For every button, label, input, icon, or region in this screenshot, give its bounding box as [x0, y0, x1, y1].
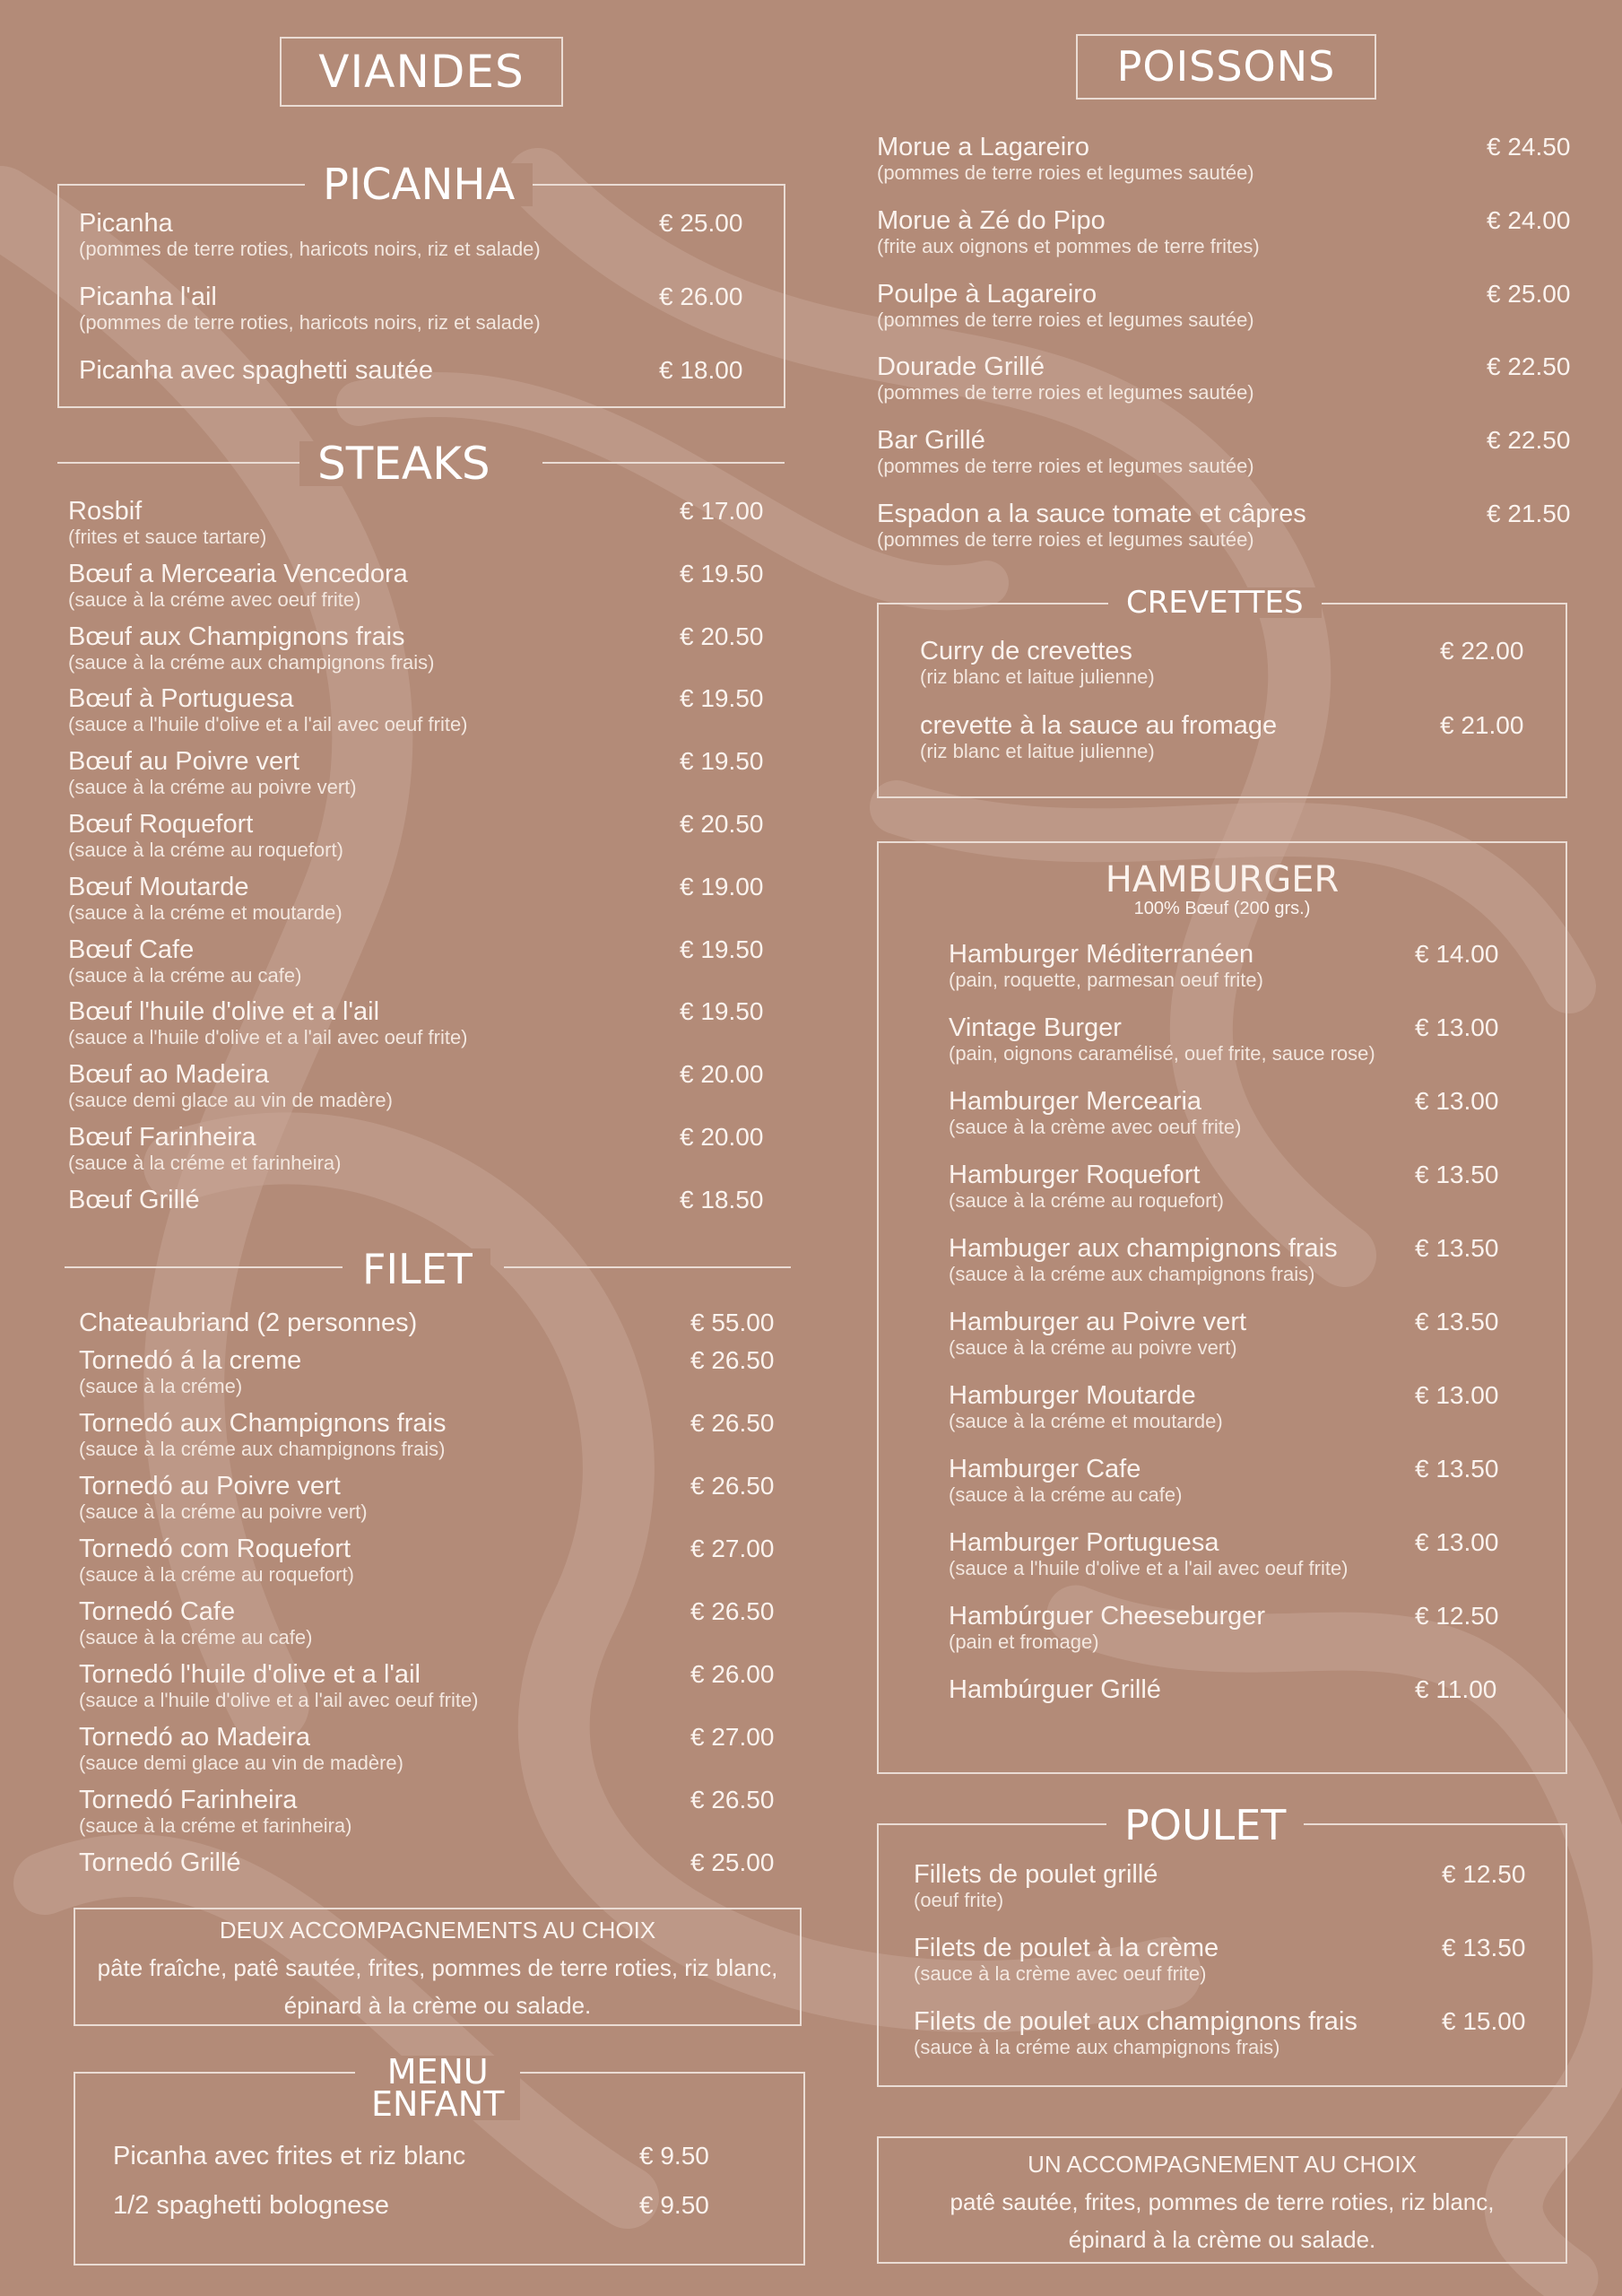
menu-item-name: Hambúrguer Cheeseburger — [949, 1602, 1266, 1631]
deux-accompagnements-box — [74, 1908, 802, 2026]
menu-item-price: € 18.00 — [659, 356, 743, 384]
menu-item-description: (pommes de terre roies et legumes sautée) — [877, 308, 1254, 331]
menu-item-name: Dourade Grillé — [877, 352, 1045, 382]
menu-item-name: Tornedó l'huile d'olive et a l'ail — [79, 1660, 421, 1689]
menu-item-description: (sauce à la créme au cafe) — [79, 1626, 313, 1648]
menu-item-description: (pommes de terre roies et legumes sautée) — [877, 381, 1254, 404]
viandes-title: VIANDES — [280, 37, 563, 107]
filet-rule-right — [504, 1266, 791, 1268]
menu-item — [79, 1660, 479, 1711]
menu-item-name: Bœuf à Portuguesa — [68, 684, 294, 714]
menu-item-price: € 13.00 — [1415, 1528, 1499, 1556]
menu-item-description: (oeuf frite) — [914, 1889, 1004, 1911]
menu-item-price: € 21.50 — [1487, 500, 1571, 527]
menu-item-description: (pommes de terre roties, haricots noirs, riz et salade) — [79, 238, 541, 260]
accompagnements-title: DEUX ACCOMPAGNEMENTS AU CHOIX — [219, 1917, 656, 1944]
menu-item-description: (sauce à la créme aux champignons frais) — [68, 650, 435, 674]
menu-item-name: Tornedó Cafe — [79, 1597, 236, 1626]
accompagnement-line: patê sautée, frites, pommes de terre roties, riz blanc, — [950, 2188, 1495, 2215]
menu-item — [877, 280, 1254, 331]
menu-item-price: € 18.50 — [680, 1185, 764, 1213]
accompagnements-line: pâte fraîche, patê sautée, frites, pommes de terre roties, riz blanc, — [97, 1954, 778, 1981]
menu-item-price: € 13.50 — [1415, 1455, 1499, 1483]
menu-item-name: Bar Grillé — [877, 426, 985, 456]
menu-enfant-heading — [355, 2052, 520, 2124]
menu-item-description: (sauce a l'huile d'olive et a l'ail avec oeuf frite) — [949, 1557, 1349, 1579]
menu-item — [914, 1934, 1219, 1985]
menu-item-price: € 20.00 — [680, 1123, 764, 1151]
menu-item-description: (sauce à la créme au cafe) — [68, 963, 302, 987]
accompagnements-line: épinard à la crème ou salade. — [283, 1992, 592, 2019]
menu-item-name: Hamburger Portuguesa — [949, 1528, 1219, 1557]
menu-item-name: Hamburger Roquefort — [949, 1161, 1201, 1189]
menu-item — [68, 1123, 341, 1174]
menu-item — [113, 2142, 465, 2170]
steaks-rule-left — [57, 462, 299, 464]
menu-item-price: € 26.50 — [690, 1346, 775, 1374]
menu-item-description: (sauce à la créme aux champignons frais) — [914, 2036, 1280, 2058]
menu-item — [79, 1597, 312, 1648]
menu-item-description: (pommes de terre roies et legumes sautée) — [877, 528, 1254, 551]
menu-item-name: Hamburger Méditerranéen — [949, 940, 1254, 969]
menu-item-price: € 19.50 — [680, 997, 764, 1026]
hamburger-heading: HAMBURGER — [1105, 859, 1340, 900]
menu-item — [949, 1675, 1161, 1704]
menu-item-description: (sauce à la créme et farinheira) — [79, 1814, 352, 1837]
menu-item-name: Bœuf Moutarde — [68, 872, 249, 901]
crevettes-section — [877, 603, 1567, 798]
menu-item — [79, 1723, 403, 1774]
menu-item-name: Picanha l'ail — [79, 283, 217, 311]
menu-item-price: € 12.50 — [1415, 1602, 1499, 1630]
menu-item-description: (sauce à la créme avec oeuf frite) — [68, 587, 361, 611]
menu-item-price: € 25.00 — [690, 1848, 775, 1876]
menu-item-price: € 26.50 — [690, 1472, 775, 1500]
menu-item — [949, 1602, 1265, 1653]
menu-item — [920, 637, 1155, 688]
menu-item-description: (sauce à la créme au poivre vert) — [949, 1336, 1237, 1359]
crevettes-heading: CREVETTES — [1108, 587, 1322, 618]
hamburger-subheading: 100% Bœuf (200 grs.) — [1133, 899, 1311, 918]
menu-item — [949, 1087, 1241, 1138]
menu-item-name: Bœuf Cafe — [68, 935, 195, 964]
menu-item-description: (sauce à la crème avec oeuf frite) — [949, 1116, 1242, 1138]
menu-item-price: € 26.50 — [690, 1597, 775, 1625]
menu-item-name: Bœuf Grillé — [68, 1185, 200, 1214]
menu-item-price: € 19.00 — [680, 872, 764, 900]
menu-item-price: € 13.00 — [1415, 1381, 1499, 1409]
menu-item-price: € 13.00 — [1415, 1013, 1499, 1041]
menu-item-price: € 25.00 — [659, 209, 743, 237]
menu-item-description: (riz blanc et laitue julienne) — [920, 740, 1155, 762]
menu-item-name: Bœuf Farinheira — [68, 1123, 256, 1152]
menu-item-price: € 25.00 — [1487, 279, 1571, 308]
menu-item — [79, 283, 541, 334]
menu-item-name: Hamburger Mercearia — [949, 1087, 1202, 1116]
menu-item — [949, 1308, 1246, 1359]
menu-item — [68, 560, 408, 611]
menu-item-price: € 19.50 — [680, 747, 764, 776]
menu-item — [949, 1161, 1224, 1212]
menu-item-name: Curry de crevettes — [920, 637, 1132, 665]
menu-item-description: (sauce à la créme aux champignons frais) — [949, 1263, 1315, 1285]
menu-item-price: € 14.00 — [1415, 940, 1499, 968]
menu-item-description: (pain et fromage) — [949, 1631, 1099, 1653]
menu-item-price: € 12.50 — [1442, 1860, 1526, 1888]
picanha-heading: PICANHA — [305, 163, 533, 206]
menu-item-price: € 13.00 — [1415, 1087, 1499, 1115]
menu-item-price: € 17.00 — [680, 497, 764, 525]
menu-item-description: (sauce à la crème avec oeuf frite) — [914, 1962, 1207, 1985]
menu-item — [68, 935, 301, 987]
menu-item — [79, 1786, 351, 1837]
menu-item-name: Tornedó á la creme — [79, 1346, 302, 1375]
menu-item-name: Poulpe à Lagareiro — [877, 279, 1097, 309]
menu-item-description: (sauce a l'huile d'olive et a l'ail avec oeuf frite) — [68, 1026, 468, 1049]
menu-item-description: (sauce à la créme et moutarde) — [949, 1410, 1223, 1432]
menu-item-name: crevette à la sauce au fromage — [920, 711, 1278, 740]
menu-item-name: Bœuf Roquefort — [68, 810, 254, 839]
menu-item-description: (sauce demi glace au vin de madère) — [79, 1752, 403, 1774]
menu-item-price: € 20.50 — [680, 810, 764, 838]
menu-item-description: (sauce à la créme et moutarde) — [68, 900, 343, 924]
accompagnement-line: épinard à la crème ou salade. — [1068, 2226, 1376, 2253]
menu-item-name: Vintage Burger — [949, 1013, 1122, 1042]
menu-item — [79, 1848, 241, 1877]
menu-item — [68, 497, 266, 548]
menu-item-description: (pain, roquette, parmesan oeuf frite) — [949, 969, 1263, 991]
menu-item-price: € 19.50 — [680, 559, 764, 587]
menu-item — [877, 206, 1260, 257]
menu-item-price: € 27.00 — [690, 1535, 775, 1562]
menu-item-price: € 26.50 — [690, 1786, 775, 1813]
menu-item — [949, 940, 1263, 991]
menu-item — [920, 711, 1277, 762]
menu-item-price: € 22.00 — [1440, 637, 1524, 665]
menu-item-name: Bœuf ao Madeira — [68, 1060, 270, 1090]
filet-heading: FILET — [344, 1248, 490, 1290]
menu-item-name: Rosbif — [68, 497, 143, 526]
menu-item — [877, 500, 1306, 551]
menu-item-price: € 15.00 — [1442, 2007, 1526, 2035]
menu-item-description: (sauce à la créme et farinheira) — [68, 1152, 342, 1174]
menu-item — [914, 2007, 1357, 2058]
menu-item-description: (sauce demi glace au vin de madère) — [68, 1089, 393, 1112]
menu-item-price: € 26.00 — [659, 283, 743, 310]
menu-item — [949, 1455, 1182, 1506]
menu-item-name: Bœuf a Mercearia Vencedora — [68, 559, 408, 588]
menu-item-name: Hambuger aux champignons frais — [949, 1234, 1338, 1263]
menu-item-description: (sauce à la créme au roquefort) — [68, 839, 343, 861]
menu-item — [68, 1186, 200, 1214]
accompagnement-title: UN ACCOMPAGNEMENT AU CHOIX — [1028, 2151, 1417, 2178]
menu-item — [68, 997, 468, 1048]
menu-item-description: (sauce à la créme au roquefort) — [79, 1563, 354, 1586]
menu-item-name: Tornedó au Poivre vert — [79, 1472, 341, 1500]
menu-item — [113, 2191, 389, 2220]
menu-item — [949, 1234, 1338, 1285]
menu-item-price: € 55.00 — [690, 1309, 775, 1336]
menu-item-name: Tornedó Grillé — [79, 1848, 241, 1877]
menu-item — [949, 1528, 1349, 1579]
menu-item-name: Tornedó ao Madeira — [79, 1723, 310, 1752]
menu-item — [68, 873, 343, 924]
menu-item-name: Espadon a la sauce tomate et câpres — [877, 500, 1306, 528]
menu-item-description: (riz blanc et laitue julienne) — [920, 665, 1155, 688]
menu-item-description: (sauce a l'huile d'olive et a l'ail avec oeuf frite) — [68, 713, 468, 736]
menu-item-name: Picanha avec spaghetti sautée — [79, 356, 433, 385]
menu-item-price: € 9.50 — [639, 2191, 709, 2219]
menu-item — [877, 426, 1254, 477]
menu-item-name: Picanha avec frites et riz blanc — [113, 2142, 466, 2170]
menu-item — [79, 1472, 368, 1523]
menu-item-name: Tornedó aux Champignons frais — [79, 1409, 447, 1438]
menu-item — [68, 810, 343, 861]
menu-item-description: (pommes de terre roies et legumes sautée) — [877, 161, 1254, 184]
steaks-rule-right — [542, 462, 785, 464]
menu-item-price: € 26.50 — [690, 1409, 775, 1437]
menu-item-name: Hambúrguer Grillé — [949, 1675, 1161, 1704]
menu-item-name: Filets de poulet aux champignons frais — [914, 2007, 1357, 2036]
menu-item — [79, 1535, 354, 1586]
menu-item-price: € 24.50 — [1487, 133, 1571, 161]
menu-item-price: € 19.50 — [680, 684, 764, 713]
menu-item-price: € 24.00 — [1487, 205, 1571, 234]
menu-item — [79, 1309, 417, 1337]
filet-rule-left — [65, 1266, 343, 1268]
menu-item-name: Hamburger Moutarde — [949, 1381, 1196, 1410]
menu-item-price: € 27.00 — [690, 1723, 775, 1751]
un-accompagnement-box — [877, 2136, 1567, 2264]
menu-item-price: € 13.50 — [1415, 1161, 1499, 1188]
menu-item-description: (pommes de terre roties, haricots noirs, riz et salade) — [79, 311, 541, 334]
menu-item — [79, 209, 541, 260]
menu-item-description: (sauce à la créme) — [79, 1375, 243, 1397]
menu-item-price: € 13.50 — [1415, 1308, 1499, 1335]
menu-item-name: Fillets de poulet grillé — [914, 1860, 1158, 1889]
menu-item-description: (frite aux oignons et pommes de terre frites) — [877, 234, 1260, 257]
menu-item-description: (sauce à la créme au cafe) — [949, 1483, 1183, 1506]
menu-item-name: Chateaubriand (2 personnes) — [79, 1309, 418, 1337]
menu-item — [949, 1381, 1223, 1432]
menu-item-name: Bœuf aux Champignons frais — [68, 622, 405, 651]
menu-item-price: € 13.50 — [1442, 1934, 1526, 1961]
menu-item-price: € 20.50 — [680, 622, 764, 650]
menu-item-name: Picanha — [79, 209, 173, 238]
menu-item — [68, 747, 357, 798]
menu-item-name: 1/2 spaghetti bolognese — [113, 2191, 389, 2220]
menu-item — [79, 356, 433, 385]
menu-item-price: € 19.50 — [680, 935, 764, 963]
menu-item — [68, 1060, 393, 1111]
menu-item-description: (sauce a l'huile d'olive et a l'ail avec oeuf frite) — [79, 1689, 479, 1711]
menu-item-price: € 22.50 — [1487, 352, 1571, 381]
poissons-title: POISSONS — [1076, 34, 1376, 100]
menu-item-name: Morue à Zé do Pipo — [877, 205, 1106, 235]
steaks-heading: STEAKS — [299, 441, 508, 486]
menu-item-name: Bœuf l'huile d'olive et a l'ail — [68, 997, 380, 1027]
menu-item — [68, 684, 468, 735]
menu-item — [68, 622, 434, 674]
menu-item-price: € 11.00 — [1415, 1675, 1497, 1703]
menu-item-name: Hamburger Cafe — [949, 1455, 1141, 1483]
menu-item-description: (sauce à la créme au poivre vert) — [79, 1500, 368, 1523]
menu-item — [949, 1013, 1375, 1065]
menu-item-description: (sauce à la créme au roquefort) — [949, 1189, 1224, 1212]
menu-item-name: Tornedó com Roquefort — [79, 1535, 351, 1563]
menu-enfant-heading-line2: ENFANT — [371, 2084, 505, 2124]
menu-item-description: (pommes de terre roies et legumes sautée) — [877, 455, 1254, 478]
menu-item-description: (sauce à la créme aux champignons frais) — [79, 1438, 446, 1460]
poulet-heading: POULET — [1106, 1805, 1304, 1846]
menu-item-name: Hamburger au Poivre vert — [949, 1308, 1247, 1336]
menu-enfant-heading-line1: MENU — [386, 2052, 489, 2092]
menu-item-price: € 20.00 — [680, 1060, 764, 1089]
menu-item — [79, 1409, 446, 1460]
menu-item-price: € 13.50 — [1415, 1234, 1499, 1262]
menu-item-description: (sauce à la créme au poivre vert) — [68, 776, 357, 799]
menu-item-description: (frites et sauce tartare) — [68, 526, 267, 548]
menu-item-name: Bœuf au Poivre vert — [68, 747, 299, 777]
menu-item — [79, 1346, 301, 1397]
menu-item-price: € 22.50 — [1487, 426, 1571, 455]
menu-item — [877, 352, 1254, 404]
menu-item-price: € 9.50 — [639, 2142, 709, 2170]
menu-item-price: € 21.00 — [1440, 711, 1524, 739]
menu-item-price: € 26.00 — [690, 1660, 775, 1688]
menu-item-name: Morue a Lagareiro — [877, 133, 1089, 161]
menu-item-name: Tornedó Farinheira — [79, 1786, 298, 1814]
menu-item — [877, 133, 1254, 184]
menu-item-name: Filets de poulet à la crème — [914, 1934, 1219, 1962]
menu-item-description: (pain, oignons caramélisé, ouef frite, sauce rose) — [949, 1042, 1375, 1065]
menu-item — [914, 1860, 1158, 1911]
